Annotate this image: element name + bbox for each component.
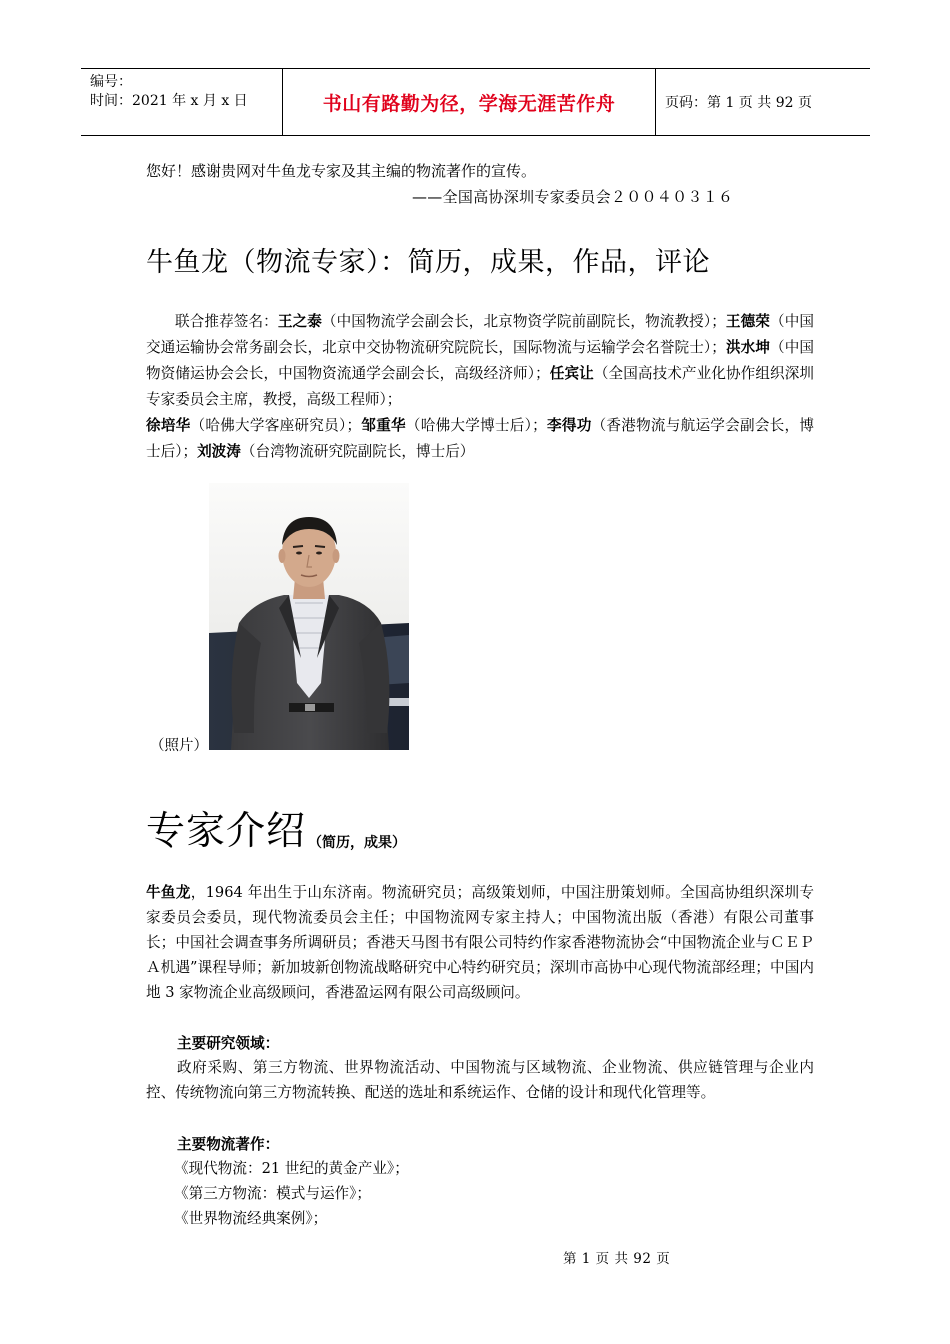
recommender-name: 王之泰: [277, 313, 322, 330]
photo-caption: （照片）: [150, 738, 208, 754]
recommender-name: 洪水坤: [725, 339, 771, 356]
recommender-name: 邹重华: [361, 417, 406, 434]
book-item: 《第三方物流：模式与运作》；: [174, 1185, 372, 1202]
recommender-desc: （哈佛大学博士后）；: [405, 417, 547, 434]
section-heading: [146, 808, 406, 856]
recommender-desc: （台湾物流研究院副院长，博士后）: [240, 443, 475, 460]
recommender-desc: （中国交通运输协会常务副会长，北京中交协物流研究院院长，国际物流与运输学会名誉院士）；: [146, 313, 814, 356]
portrait-photo: [209, 483, 409, 750]
recommender-name: 李得功: [546, 417, 592, 434]
works-heading: 主要物流著作：: [177, 1136, 280, 1153]
page-title: 牛鱼龙（物流专家）：简历，成果，作品，评论: [146, 247, 710, 278]
recommendation-paragraph: [146, 309, 814, 465]
recommender-name: 王德荣: [725, 313, 770, 330]
section-title: 专家介绍: [146, 809, 307, 854]
research-paragraph: 政府采购、第三方物流、世界物流活动、中国物流与区域物流、企业物流、供应链管理与企业内控、传统物流向第三方物流转换、配送的选址和系统运作、仓储的设计和现代化管理等。: [146, 1059, 814, 1101]
recommender-name: 徐培华: [146, 417, 191, 434]
greeting-line: 您好！感谢贵网对牛鱼龙专家及其主编的物流著作的宣传。: [146, 162, 537, 180]
document-time: 时间：2021 年 x 月 x 日: [90, 93, 248, 109]
page-footer: 第 1 页 共 92 页: [563, 1251, 671, 1267]
recommender-name: 刘波涛: [197, 443, 241, 460]
section-subtitle: （简历，成果）: [308, 835, 407, 851]
bio-name: 牛鱼龙: [146, 884, 191, 901]
recommender-desc: （中国物资储运协会会长，中国物资流通学会副会长，高级经济师）；: [146, 339, 814, 382]
recommender-desc: （哈佛大学客座研究员）；: [190, 417, 362, 434]
document-number: 编号：: [90, 74, 132, 90]
signature-line: ——全国高协深圳专家委员会２００４０３１６: [412, 188, 734, 206]
recommender-desc: （全国高技术产业化协作组织深圳专家委员会主席，教授，高级工程师）；: [146, 365, 814, 408]
bio-text: ，1964 年出生于山东济南。物流研究员；高级策划师，中国注册策划师。全国高协组织深圳专家委员会委员，现代物流委员会主任；中国物流网专家主持人；中国物流出版（香港）有限公司董事长；中国社会调查事务所调研员；香港天马图书有限公司特约作家香港物流协会“中国物流企业与ＣＥＰＡ机遇”课程导师；新加坡新创物流战略研究中心特约研究员；深圳市高协中心现代物流部经理；中国内地 3 家物流企业高级顾问，香港盈运网有限公司高级顾问。: [146, 884, 814, 1001]
header-page-number: 页码：第 1 页 共 92 页: [665, 95, 812, 111]
header-motto: 书山有路勤为径，学海无涯苦作舟: [282, 69, 656, 135]
recommender-name: 任宾让: [549, 365, 594, 382]
research-heading: 主要研究领域：: [177, 1035, 280, 1052]
bio-paragraph: [146, 880, 814, 1005]
document-header: [81, 68, 870, 136]
recommender-desc: （中国物流学会副会长，北京物资学院前副院长，物流教授）；: [321, 313, 726, 330]
book-item: 《现代物流：21 世纪的黄金产业》；: [174, 1160, 409, 1177]
book-item: 《世界物流经典案例》；: [174, 1210, 328, 1227]
recommendation-lead: 联合推荐签名：: [175, 313, 278, 330]
header-meta: [81, 69, 282, 135]
recommender-desc: （香港物流与航运学会副会长，博士后）；: [146, 417, 814, 460]
